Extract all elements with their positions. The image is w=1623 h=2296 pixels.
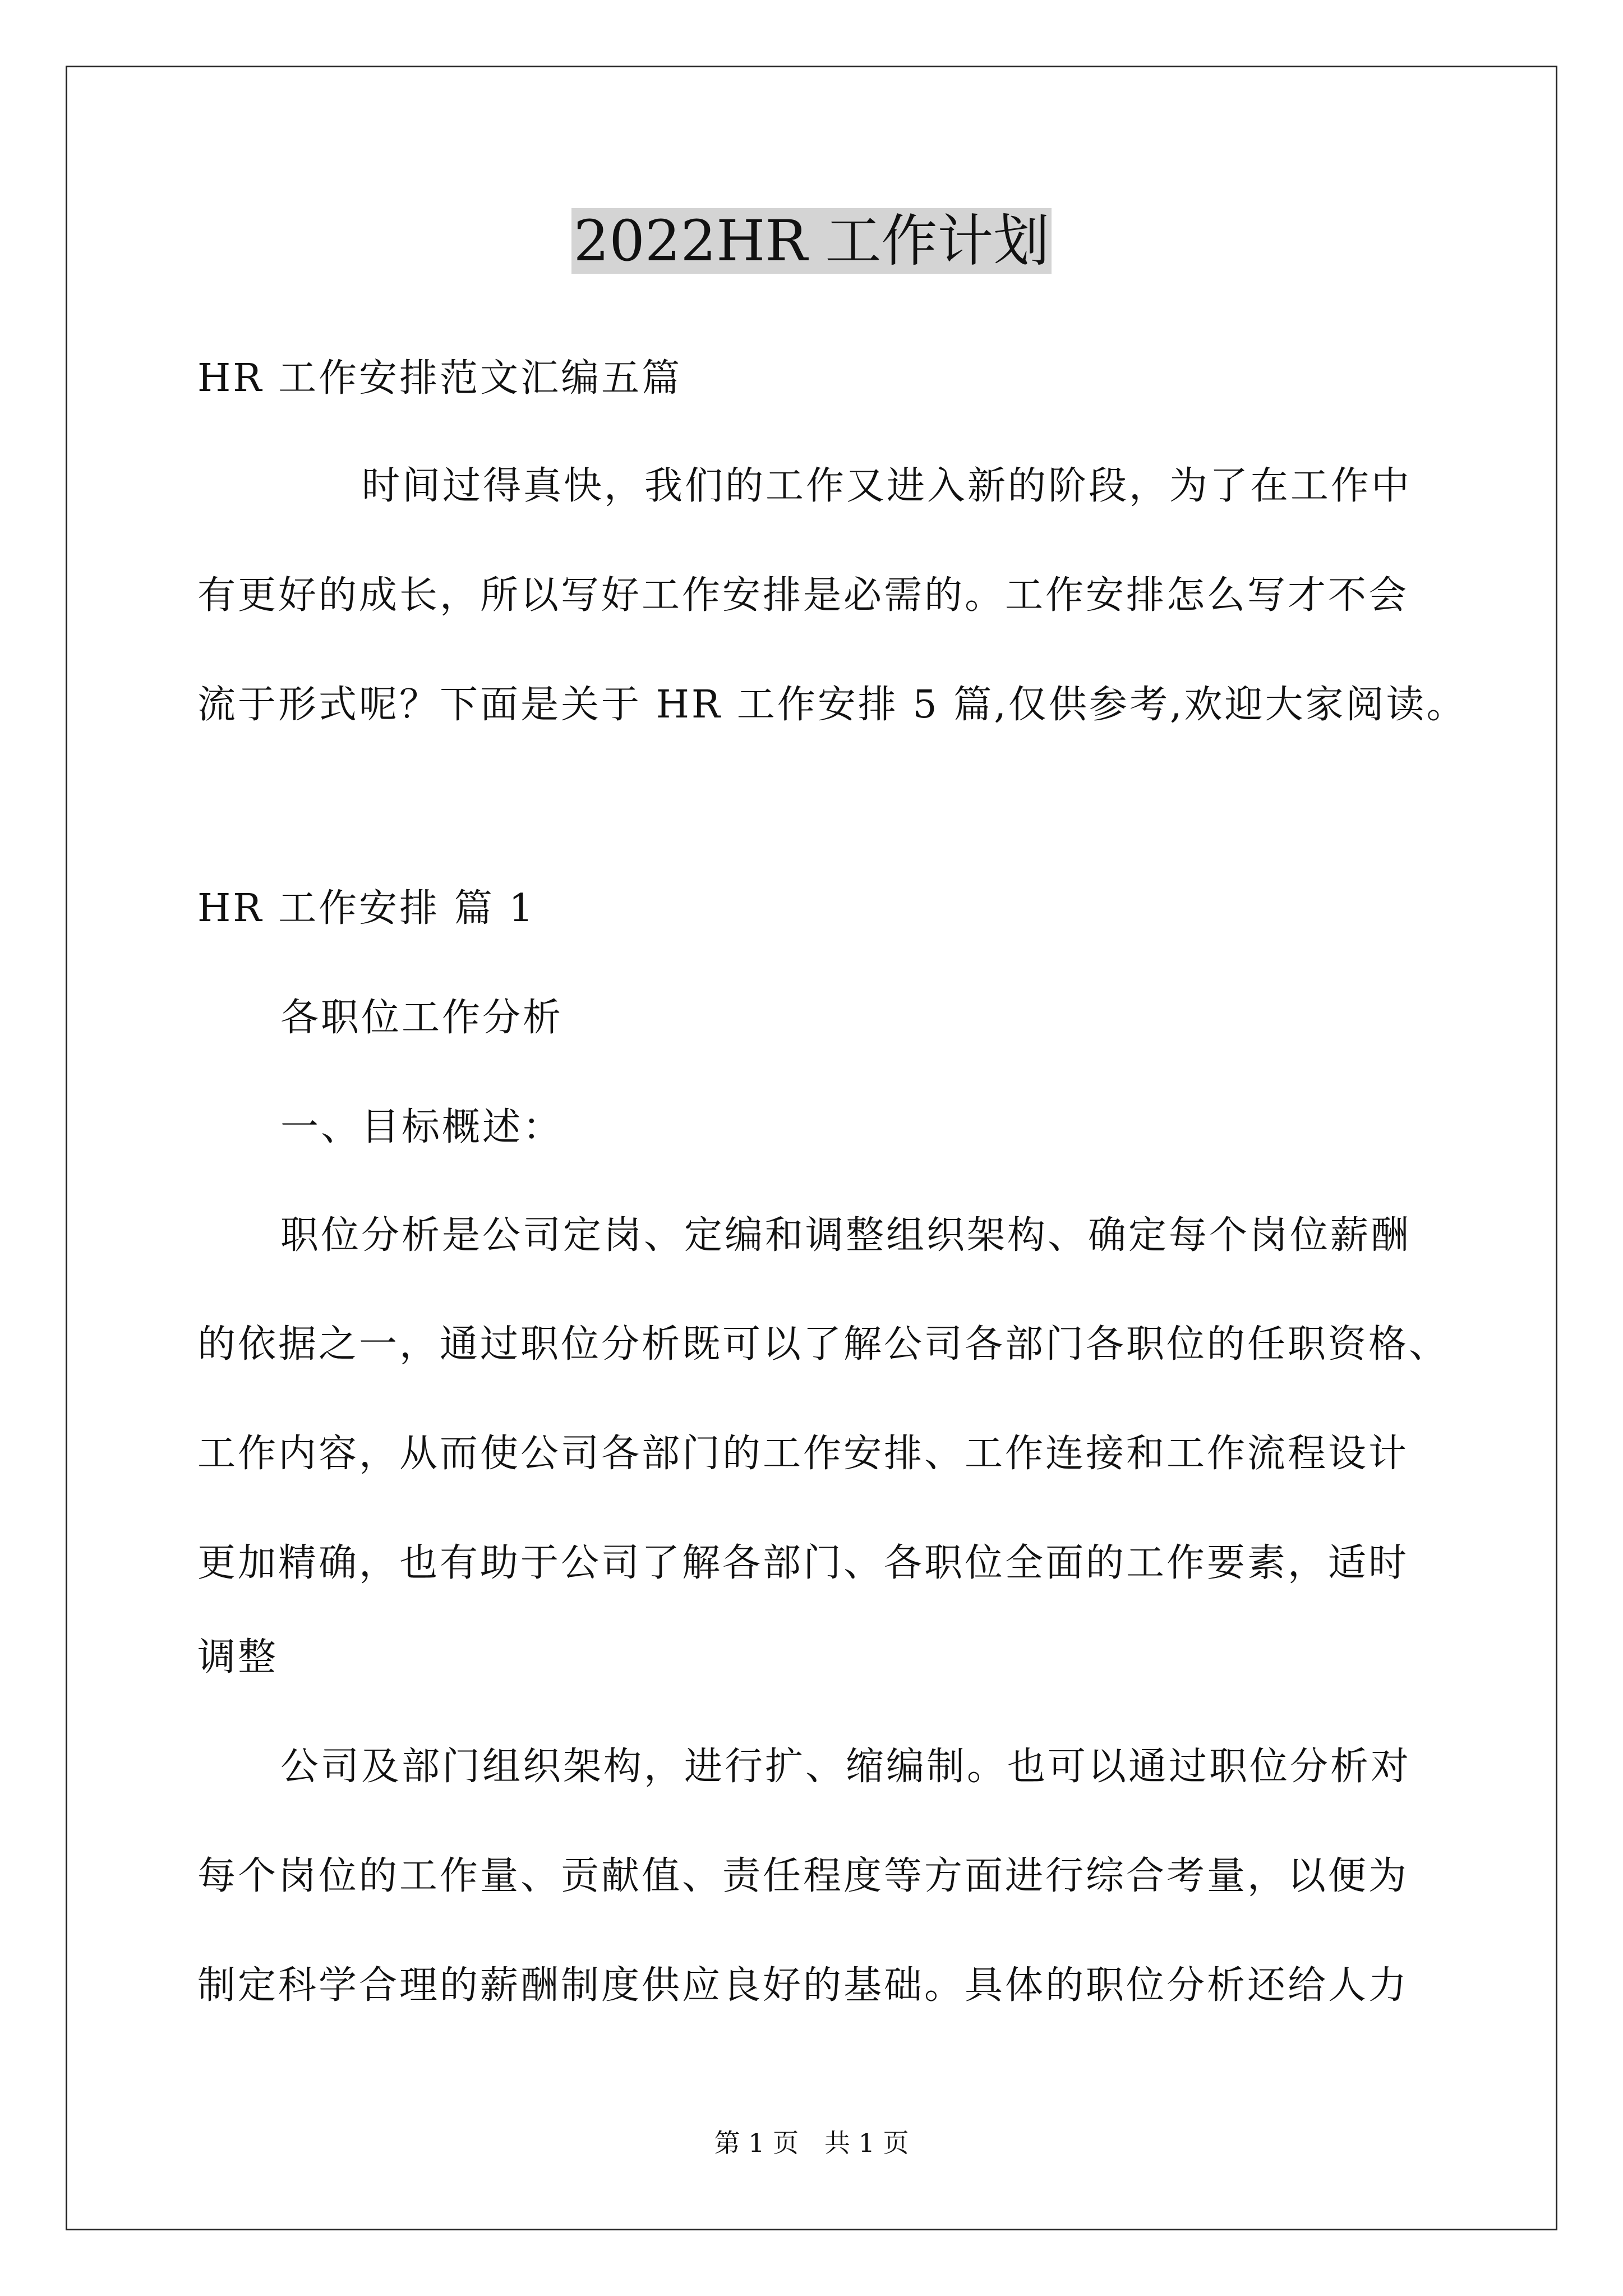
body-line: 的依据之一，通过职位分析既可以了解公司各部门各职位的任职资格、 xyxy=(197,1322,1450,1366)
page-footer: 第 1 页 共 1 页 xyxy=(714,2128,909,2158)
body-line: 更加精确，也有助于公司了解各部门、各职位全面的工作要素，适时 xyxy=(197,1541,1409,1585)
body-line: 调整 xyxy=(197,1635,279,1680)
body-line: 时间过得真快，我们的工作又进入新的阶段，为了在工作中 xyxy=(362,464,1412,508)
section-heading: HR 工作安排 篇 1 xyxy=(197,886,536,931)
body-line: 有更好的成长，所以写好工作安排是必需的。工作安排怎么写才不会 xyxy=(197,573,1409,618)
document-title: 2022HR 工作计划 xyxy=(0,202,1623,280)
body-line: 流于形式呢？下面是关于 HR 工作安排 5 篇,仅供参考,欢迎大家阅读。 xyxy=(197,683,1467,727)
body-line: 各职位工作分析 xyxy=(280,996,564,1040)
body-line: 制定科学合理的薪酬制度供应良好的基础。具体的职位分析还给人力 xyxy=(197,1963,1409,2008)
body-line: 每个岗位的工作量、贡献值、责任程度等方面进行综合考量，以便为 xyxy=(197,1854,1409,1898)
subtitle-line: HR 工作安排范文汇编五篇 xyxy=(197,356,683,401)
body-line: 一、目标概述： xyxy=(280,1105,564,1149)
body-line: 工作内容，从而使公司各部门的工作安排、工作连接和工作流程设计 xyxy=(197,1432,1409,1476)
body-line: 职位分析是公司定岗、定编和调整组织架构、确定每个岗位薪酬 xyxy=(280,1213,1412,1258)
body-line: 公司及部门组织架构，进行扩、缩编制。也可以通过职位分析对 xyxy=(280,1745,1412,1789)
